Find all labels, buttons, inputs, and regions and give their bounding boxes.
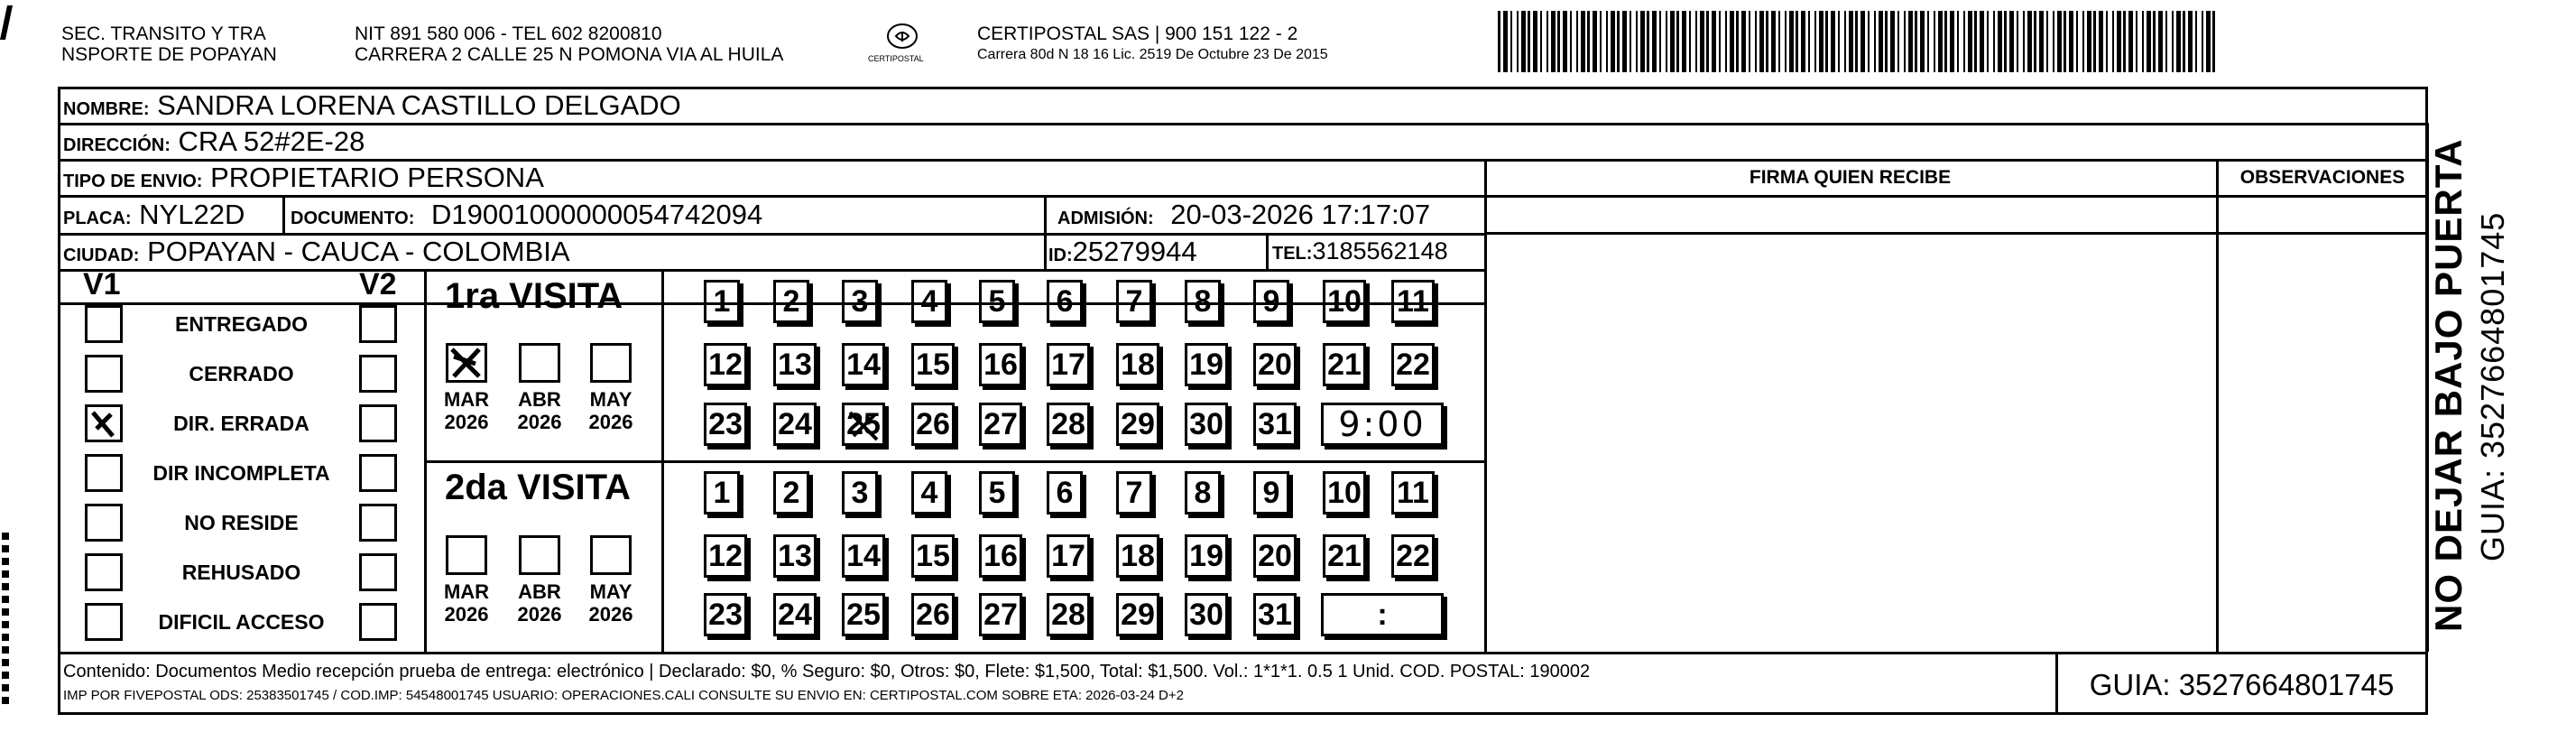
- day-box[interactable]: 25: [842, 593, 885, 636]
- company-info: [977, 23, 1328, 65]
- day-box[interactable]: 8: [1185, 280, 1221, 323]
- day-box[interactable]: 5: [979, 280, 1015, 323]
- ciudad-field: [63, 236, 570, 268]
- tel-field: [1272, 237, 1448, 265]
- id-label: ID:: [1048, 246, 1073, 265]
- admision-label: ADMISIÓN:: [1057, 209, 1154, 228]
- day-box[interactable]: 19: [1185, 534, 1228, 578]
- direccion-value: CRA 52#2E-28: [178, 125, 365, 157]
- first-visit-title: 1ra VISITA: [445, 276, 623, 316]
- day-box[interactable]: 5: [979, 471, 1015, 515]
- day-box[interactable]: 31: [1253, 403, 1297, 446]
- first-visit-time-box[interactable]: [1321, 403, 1444, 446]
- certipostal-logo: [866, 18, 938, 69]
- nit-line: NIT 891 580 006 - TEL 602 8200810: [355, 23, 662, 44]
- direccion-field: [63, 125, 365, 158]
- day-box[interactable]: 7: [1116, 280, 1152, 323]
- status-label: NO RESIDE: [184, 511, 299, 534]
- sender-line-2: NSPORTE DE POPAYAN: [61, 44, 277, 65]
- observaciones-header: OBSERVACIONES: [2239, 167, 2405, 188]
- v2-checkbox[interactable]: [359, 355, 397, 393]
- placa-value: NYL22D: [139, 199, 245, 230]
- tipo-envio-value: PROPIETARIO PERSONA: [210, 162, 544, 193]
- day-box[interactable]: 15: [911, 343, 955, 386]
- v1-checkbox[interactable]: [85, 553, 123, 591]
- day-box[interactable]: 10: [1323, 471, 1366, 515]
- company-line: CERTIPOSTAL SAS | 900 151 122 - 2: [977, 23, 1298, 44]
- day-box[interactable]: 28: [1047, 403, 1090, 446]
- day-box[interactable]: 24: [773, 403, 817, 446]
- firma-header: FIRMA QUIEN RECIBE: [1749, 167, 1952, 188]
- day-box[interactable]: 25: [842, 403, 885, 446]
- nombre-value: SANDRA LORENA CASTILLO DELGADO: [157, 89, 681, 121]
- left-edge-mark: [0, 5, 13, 40]
- id-value: 25279944: [1072, 236, 1197, 267]
- company-address: Carrera 80d N 18 16 Lic. 2519 De Octubre 23 De 2015: [977, 47, 1328, 62]
- month-checkbox[interactable]: [590, 535, 632, 575]
- day-box[interactable]: 23: [704, 593, 747, 636]
- day-box[interactable]: 21: [1323, 534, 1366, 578]
- documento-field: [291, 199, 762, 231]
- side-warning: NO DEJAR BAJO PUERTA: [2427, 138, 2470, 632]
- status-label: CERRADO: [189, 362, 294, 385]
- sender-name: [61, 23, 277, 65]
- day-box[interactable]: 29: [1116, 593, 1159, 636]
- month-checkbox[interactable]: [446, 535, 487, 575]
- month-label: ABR 2026: [517, 388, 562, 433]
- day-box[interactable]: 3: [842, 280, 878, 323]
- tipo-envio-field: [63, 162, 544, 194]
- month-label: MAY 2026: [588, 580, 633, 626]
- day-box[interactable]: 28: [1047, 593, 1090, 636]
- status-label: DIFICIL ACCESO: [158, 610, 325, 634]
- day-box[interactable]: 22: [1391, 343, 1435, 386]
- day-box[interactable]: 2: [773, 280, 809, 323]
- day-box[interactable]: 7: [1116, 471, 1152, 515]
- barcode: [1498, 11, 2215, 72]
- status-label: ENTREGADO: [175, 312, 308, 336]
- day-box[interactable]: 24: [773, 593, 817, 636]
- day-box[interactable]: 8: [1185, 471, 1221, 515]
- placa-field: [63, 199, 245, 231]
- v2-checkbox[interactable]: [359, 504, 397, 542]
- second-visit-time: :: [1377, 598, 1388, 632]
- footer-guia: GUIA: 3527664801745: [2089, 668, 2395, 701]
- first-visit-time: 9:00: [1338, 404, 1426, 444]
- month-label: MAR 2026: [443, 580, 490, 626]
- status-label: DIR INCOMPLETA: [152, 461, 330, 485]
- v2-checkbox[interactable]: [359, 553, 397, 591]
- ciudad-value: POPAYAN - CAUCA - COLOMBIA: [147, 236, 570, 267]
- admision-field: [1057, 199, 1430, 231]
- v2-header: V2: [359, 267, 397, 301]
- day-box[interactable]: 30: [1185, 593, 1228, 636]
- day-box[interactable]: 6: [1047, 471, 1083, 515]
- day-box[interactable]: 19: [1185, 343, 1228, 386]
- day-box[interactable]: 3: [842, 471, 878, 515]
- day-box[interactable]: 9: [1253, 280, 1289, 323]
- month-label: MAR 2026: [443, 388, 490, 433]
- contenido-text: Contenido: Documentos Medio recepción prueba de entrega: electrónico | Declarado: $0, % Seguro: $0, Otros: $0, Flete: $1,500, Total: $1,500. Vol.: 1*1*1. 0.5 1 Unid. COD. POSTAL: 190002: [63, 662, 1591, 681]
- v2-checkbox[interactable]: [359, 454, 397, 492]
- tel-label: TEL:: [1272, 244, 1313, 264]
- placa-label: PLACA:: [63, 209, 132, 228]
- day-marked-icon: [845, 405, 884, 445]
- day-box[interactable]: 1: [704, 471, 740, 515]
- documento-value: D19001000000054742094: [431, 199, 763, 230]
- day-box[interactable]: 12: [704, 534, 747, 578]
- admision-value: 20-03-2026 17:17:07: [1170, 199, 1431, 230]
- day-box[interactable]: 23: [704, 403, 747, 446]
- second-visit-title: 2da VISITA: [445, 468, 631, 507]
- v2-checkbox[interactable]: [359, 305, 397, 343]
- left-edge-stamp: [2, 533, 9, 704]
- month-checkbox[interactable]: [519, 343, 560, 383]
- day-box[interactable]: 18: [1116, 343, 1159, 386]
- address-line: CARRERA 2 CALLE 25 N POMONA VIA AL HUILA: [355, 44, 784, 65]
- month-checkbox[interactable]: [590, 343, 632, 383]
- day-box[interactable]: 4: [911, 280, 947, 323]
- v1-checkbox[interactable]: [85, 305, 123, 343]
- logo-text: CERTIPOSTAL: [868, 54, 924, 63]
- day-box[interactable]: 27: [979, 593, 1022, 636]
- nombre-field: [63, 89, 681, 122]
- nombre-label: NOMBRE:: [63, 99, 150, 119]
- day-box[interactable]: 10: [1323, 280, 1366, 323]
- sender-line-1: SEC. TRANSITO Y TRA: [61, 23, 266, 44]
- month-label: MAY 2026: [588, 388, 633, 433]
- side-guia: GUIA: 3527664801745: [2474, 211, 2511, 561]
- tel-value: 3185562148: [1312, 237, 1448, 264]
- month-checkbox[interactable]: [519, 535, 560, 575]
- day-box[interactable]: 27: [979, 403, 1022, 446]
- day-box[interactable]: 9: [1253, 471, 1289, 515]
- day-box[interactable]: 31: [1253, 593, 1297, 636]
- day-box[interactable]: 14: [842, 534, 885, 578]
- day-box[interactable]: 6: [1047, 280, 1083, 323]
- day-box[interactable]: 17: [1047, 534, 1090, 578]
- day-box[interactable]: 12: [704, 343, 747, 386]
- status-label: REHUSADO: [181, 561, 301, 584]
- second-visit-time-box[interactable]: [1321, 593, 1444, 636]
- day-box[interactable]: 29: [1116, 403, 1159, 446]
- day-box[interactable]: 16: [979, 343, 1022, 386]
- day-box[interactable]: 15: [911, 534, 955, 578]
- day-box[interactable]: 13: [773, 343, 817, 386]
- day-box[interactable]: 1: [704, 280, 740, 323]
- sender-contact: [355, 23, 783, 65]
- v1-checkbox[interactable]: [85, 355, 123, 393]
- day-box[interactable]: 2: [773, 471, 809, 515]
- day-box[interactable]: 20: [1253, 534, 1297, 578]
- ciudad-label: CIUDAD:: [63, 246, 140, 265]
- v1-header: V1: [83, 267, 121, 301]
- check-mark-icon: [448, 346, 485, 380]
- direccion-label: DIRECCIÓN:: [63, 135, 171, 155]
- day-box[interactable]: 13: [773, 534, 817, 578]
- day-box[interactable]: 11: [1391, 280, 1435, 323]
- day-box[interactable]: 26: [911, 593, 955, 636]
- day-box[interactable]: 11: [1391, 471, 1435, 515]
- day-box[interactable]: 18: [1116, 534, 1159, 578]
- v1-checkbox[interactable]: [85, 454, 123, 492]
- imp-text: IMP POR FIVEPOSTAL ODS: 25383501745 / COD.IMP: 54548001745 USUARIO: OPERACIONES.CALI CONSULTE SU ENVIO EN: CERTIPOSTAL.COM SOBRE ETA: 2026-03-24 D+2: [63, 688, 1184, 703]
- month-label: ABR 2026: [517, 580, 562, 626]
- tipo-envio-label: TIPO DE ENVIO:: [63, 172, 203, 191]
- v1-checkbox[interactable]: [85, 404, 123, 442]
- day-box[interactable]: 4: [911, 471, 947, 515]
- v1-checkbox[interactable]: [85, 603, 123, 641]
- status-label: DIR. ERRADA: [173, 412, 309, 435]
- day-box[interactable]: 17: [1047, 343, 1090, 386]
- day-box[interactable]: 30: [1185, 403, 1228, 446]
- v1-checkbox[interactable]: [85, 504, 123, 542]
- day-box[interactable]: 26: [911, 403, 955, 446]
- id-field: [1048, 236, 1197, 268]
- documento-label: DOCUMENTO:: [291, 209, 415, 228]
- v2-checkbox[interactable]: [359, 603, 397, 641]
- day-box[interactable]: 20: [1253, 343, 1297, 386]
- v2-checkbox[interactable]: [359, 404, 397, 442]
- day-box[interactable]: 21: [1323, 343, 1366, 386]
- month-checkbox[interactable]: [446, 343, 487, 383]
- check-mark-icon: [88, 407, 120, 440]
- day-box[interactable]: 14: [842, 343, 885, 386]
- day-box[interactable]: 22: [1391, 534, 1435, 578]
- day-box[interactable]: 16: [979, 534, 1022, 578]
